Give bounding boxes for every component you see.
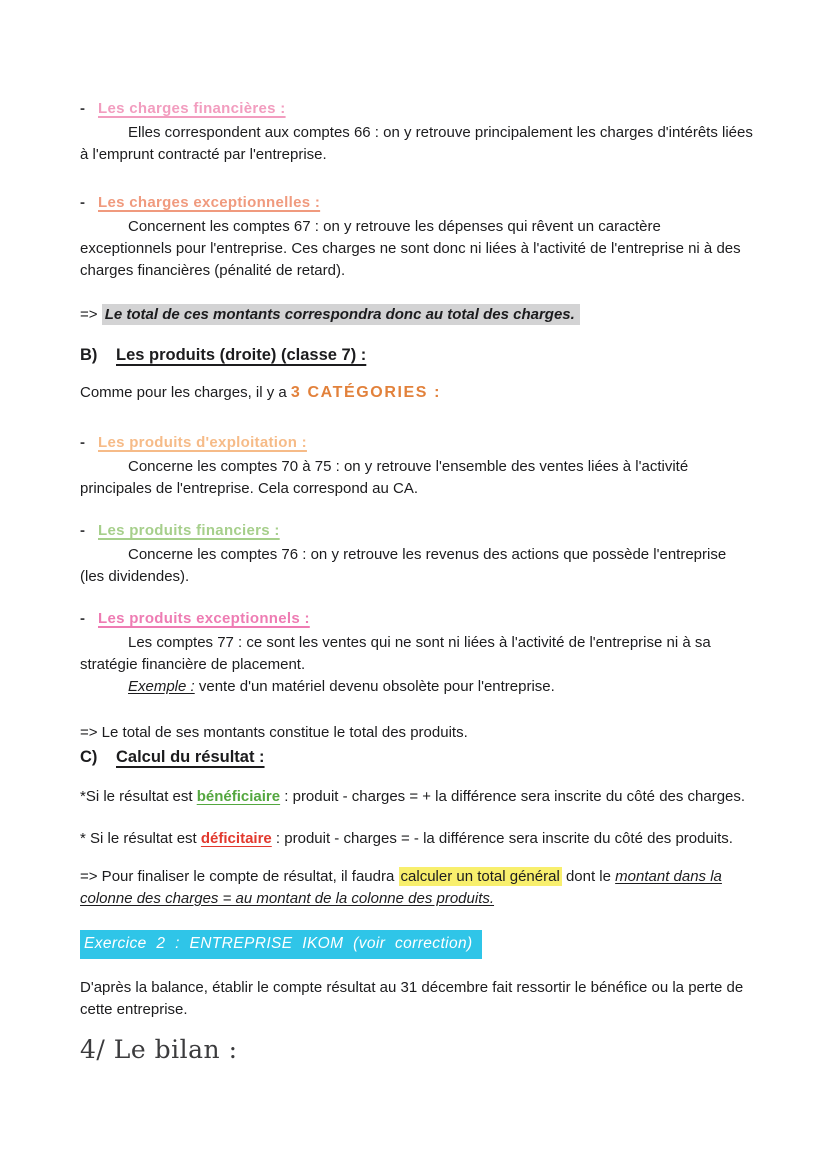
exemple-line bbox=[80, 676, 754, 698]
dash-bullet: - bbox=[80, 434, 85, 451]
produits-financiers-paragraph: Concerne les comptes 76 : on y retrouve les revenus des actions que possède l'entreprise (les dividendes). bbox=[80, 546, 727, 585]
heading-charges-exceptionnelles: Les charges exceptionnelles : bbox=[98, 194, 321, 211]
section-produits-exploitation bbox=[80, 432, 754, 500]
exemple-label: Exemple : bbox=[128, 678, 195, 695]
categories-intro bbox=[80, 382, 754, 404]
beneficiaire-post: : produit - charges = + la différence sera inscrite du côté des charges. bbox=[280, 788, 746, 805]
section-b-title: Les produits (droite) (classe 7) : bbox=[116, 346, 367, 364]
total-charges-highlight: Le total de ces montants correspondra donc au total des charges. bbox=[102, 304, 580, 325]
arrow-prefix: => bbox=[80, 306, 102, 323]
section-c-title: Calcul du résultat : bbox=[116, 748, 265, 766]
heading-produits-exceptionnels: Les produits exceptionnels : bbox=[98, 610, 310, 627]
heading-produits-financiers: Les produits financiers : bbox=[98, 522, 280, 539]
categories-intro-text: Comme pour les charges, il y a bbox=[80, 384, 291, 401]
dash-bullet: - bbox=[80, 100, 85, 117]
heading-charges-financieres: Les charges financières : bbox=[98, 100, 286, 117]
section-charges-financieres bbox=[80, 98, 754, 166]
beneficiaire-pre: *Si le résultat est bbox=[80, 788, 197, 805]
total-charges-line bbox=[80, 304, 754, 326]
section-c-heading bbox=[80, 746, 754, 768]
section-c-letter: C) bbox=[80, 748, 98, 766]
finaliser-highlight: calculer un total général bbox=[400, 868, 560, 885]
deficitaire-pre: * Si le résultat est bbox=[80, 830, 201, 847]
section-charges-exceptionnelles bbox=[80, 192, 754, 282]
section-produits-exceptionnels bbox=[80, 608, 754, 698]
section-produits-financiers bbox=[80, 520, 754, 588]
bilan-heading: 4/ Le bilan : bbox=[80, 1035, 238, 1064]
finaliser-pre: => Pour finaliser le compte de résultat, il faudra bbox=[80, 868, 399, 885]
conclusion-paragraph: D'après la balance, établir le compte résultat au 31 décembre fait ressortir le bénéfice ou la perte de cette entreprise. bbox=[80, 979, 744, 1018]
dash-bullet: - bbox=[80, 522, 85, 539]
heading-produits-exploitation: Les produits d'exploitation : bbox=[98, 434, 307, 451]
exemple-text: vente d'un matériel devenu obsolète pour l'entreprise. bbox=[194, 678, 555, 695]
beneficiaire-word: bénéficiaire bbox=[196, 788, 281, 805]
exercice-banner: Exercice 2 : ENTREPRISE IKOM (voir correction) bbox=[80, 930, 482, 959]
finaliser-paragraph bbox=[80, 866, 754, 910]
dash-bullet: - bbox=[80, 610, 85, 627]
charges-financieres-paragraph: Elles correspondent aux comptes 66 : on y retrouve principalement les charges d'intérêts liées à l'emprunt contracté par l'entreprise. bbox=[80, 124, 753, 163]
produits-exploitation-paragraph: Concerne les comptes 70 à 75 : on y retrouve l'ensemble des ventes liées à l'activité principales de l'entreprise. Cela correspond au CA. bbox=[80, 458, 689, 497]
total-produits-line: => Le total de ses montants constitue le total des produits. bbox=[80, 724, 468, 741]
deficitaire-post: : produit - charges = - la différence sera inscrite du côté des produits. bbox=[271, 830, 733, 847]
charges-exceptionnelles-paragraph: Concernent les comptes 67 : on y retrouve les dépenses qui rêvent un caractère exceptionnels pour l'entreprise. Ces charges ne sont donc ni liées à l'activité de l'entreprise ni à des charges financières (pénalité de retard). bbox=[80, 218, 741, 279]
categories-accent: 3 CATÉGORIES : bbox=[290, 384, 442, 401]
exercice-row bbox=[80, 930, 754, 959]
dash-bullet: - bbox=[80, 194, 85, 211]
finaliser-mid: dont le bbox=[561, 868, 616, 885]
section-b-letter: B) bbox=[80, 346, 98, 364]
produits-exceptionnels-paragraph: Les comptes 77 : ce sont les ventes qui ne sont ni liées à l'activité de l'entreprise ni à sa stratégie financière de placement. bbox=[80, 634, 711, 673]
section-b-heading bbox=[80, 344, 754, 366]
deficitaire-word: déficitaire bbox=[200, 830, 272, 847]
finaliser-underline: montant dans la colonne des charges = au montant de la colonne des produits. bbox=[80, 868, 722, 907]
beneficiaire-paragraph bbox=[80, 786, 754, 808]
deficitaire-paragraph bbox=[80, 828, 754, 850]
